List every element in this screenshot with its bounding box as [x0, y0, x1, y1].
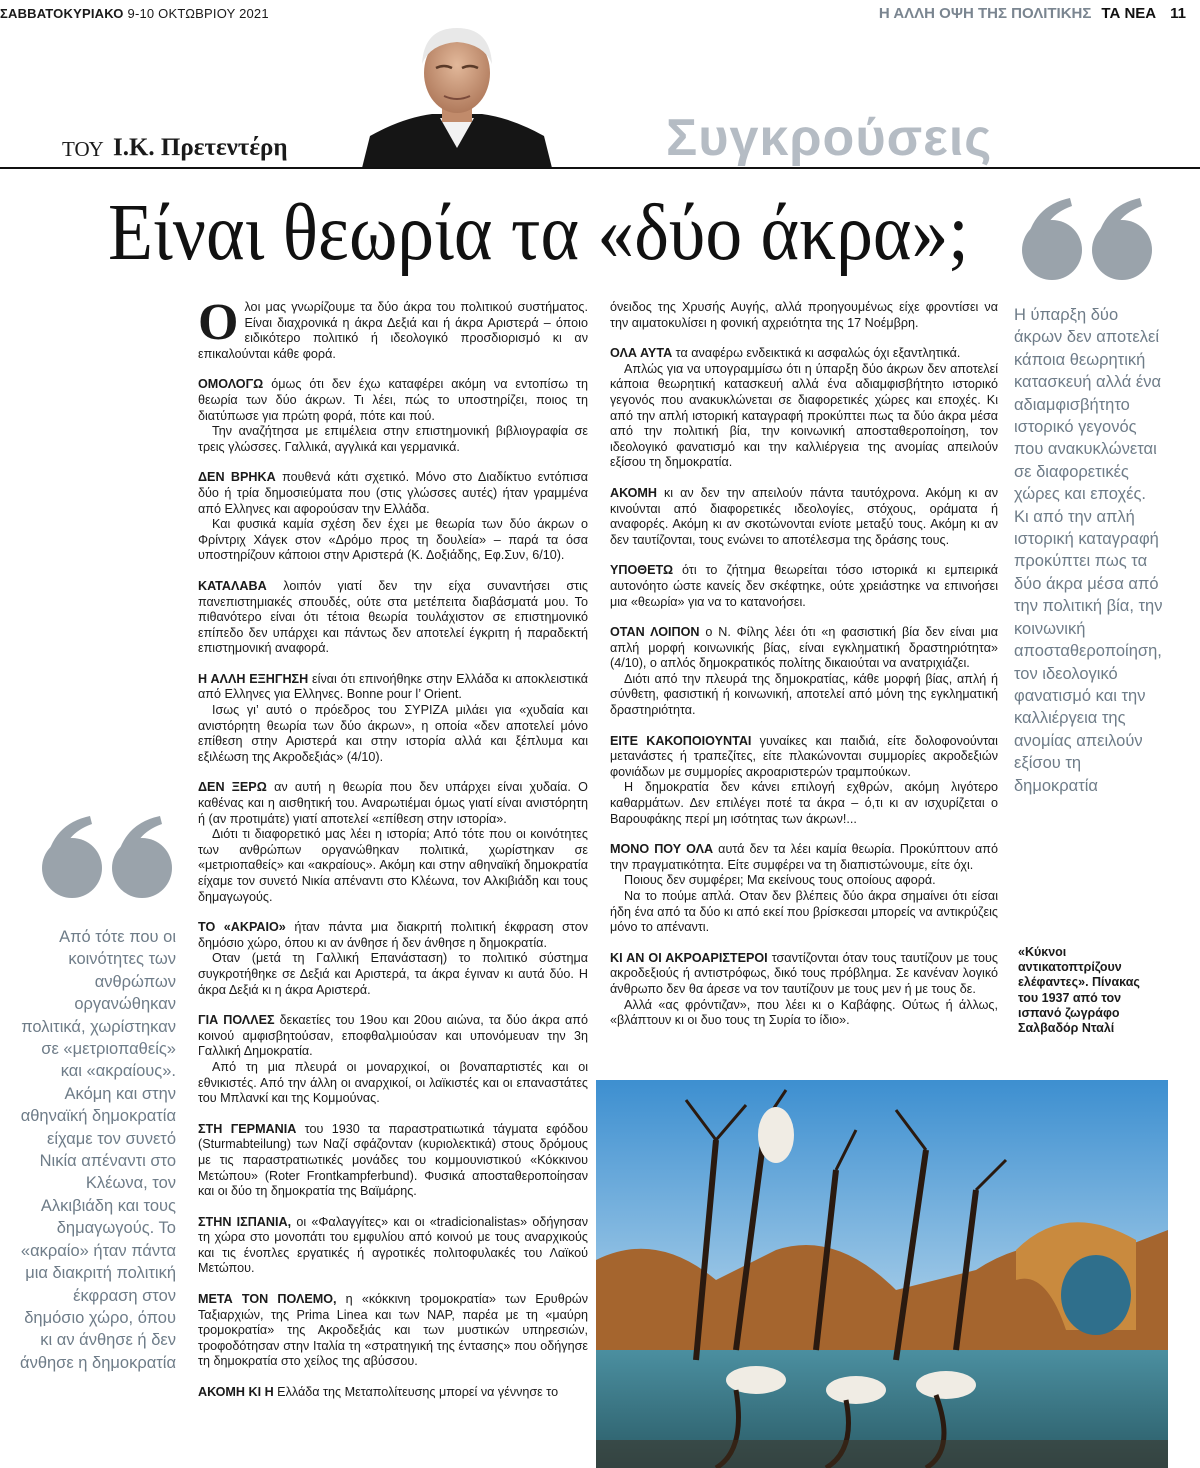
paragraph: Ισως γι’ αυτό ο πρόεδρος του ΣΥΡΙΖΑ μιλάει για «χυδαία και ανιστόρητη θεωρία των δύο άκρων», η οποία «δεν αποτελεί μόνο επίθεση στην Αριστερά και στην ιστορία αλλά και ξέπλυμα και εξιλέωση της Ακροδεξιάς» (4/10).	[198, 703, 588, 764]
newspaper-brand: ΤΑ ΝΕΑ	[1101, 5, 1157, 22]
paragraph-lead: ΑΚΟΜΗ	[610, 485, 657, 500]
paragraph-lead: ΓΙΑ ΠΟΛΛΕΣ	[198, 1013, 275, 1028]
double-quote-icon	[1018, 198, 1158, 288]
drop-cap: Ο	[198, 294, 239, 351]
paragraph: Να το πούμε απλά. Οταν δεν βλέπεις δύο άκρα σημαίνει ότι είσαι ήδη ένα από τα δύο κι από εκεί που βρίσκεσαι μπορείς να αντικρύζεις μόνο το απέναντι.	[610, 889, 998, 935]
paragraph: λοιπόν γιατί δεν την είχα συναντήσει στις πανεπιστημιακές σπουδές, ούτε στα μετέπειτα διαβάσματά μου. Το πιθανότερο είναι ότι τέτοια θεωρία τουλάχιστον σε επιστημονικό επίπεδο δεν υπάρχει και πάντως δεν αποτελεί έγκριτη ή παραδεκτή επιστημονική αναφορά.	[198, 578, 588, 656]
pullquote-left: Από τότε που οι κοινότητες των ανθρώπων οργανώθηκαν πολιτικά, χωρίστηκαν σε «μετριοπαθείς» και «ακραίους». Ακόμη και στην αθηναϊκή δημοκρατία είχαμε τον συνετό Νικία απέναντι στο Κλέωνα, τον Αλκιβιάδη και τους δημαγωγούς. Το «ακραίο» ήταν πάντα μια διακριτή πολιτική έκφραση στον δημόσιο χώρο, όπου κι αν άνθησε ή δεν άνθησε η δημοκρατία	[20, 928, 176, 1372]
paragraph: ότι το ζήτημα θεωρείται τόσο ιστορικά κι εμπειρικά αυτονόητο ώστε κανείς δεν σκέφτηκε, ούτε χρειάστηκε να επινοήσει μια «θεωρία» για να το κατανοήσει.	[610, 563, 998, 609]
header-date: 9-10 ΟΚΤΩΒΡΙΟΥ 2021	[127, 6, 269, 21]
paragraph-lead: ΔΕΝ ΞΕΡΩ	[198, 780, 267, 795]
paragraph: ο Ν. Φίλης λέει ότι «η φασιστική βία δεν είναι μια απλή μορφή κοινωνικής βίας, είναι εγκληματική δραστηριότητα» (4/10), ο απλός δημοκρατικός πολίτης δικαιούται να ανατριχιάζει.	[610, 625, 998, 671]
author-portrait	[362, 18, 552, 168]
paragraph: ήταν πάντα μια διακριτή πολιτική έκφραση στον δημόσιο χώρο, όπου κι αν άνθησε ή δεν άνθησε η δημοκρατία.	[198, 920, 589, 950]
paragraph: αυτά δεν τα λέει καμία θεωρία. Προκύπτουν από την πραγματικότητα. Είτε συμφέρει να τη διαπιστώνουμε, είτε όχι.	[610, 842, 998, 872]
section-title: Συγκρούσεις	[666, 109, 993, 167]
paragraph: είναι ότι επινοήθηκε στην Ελλάδα κι αποκλειστικά από Ελληνες για Ελληνες. Bonne pour l’ Orient.	[198, 671, 589, 702]
paragraph: Διότι από την πλευρά της δημοκρατίας, κάθε μορφή βίας, απλή ή σύνθετη, φασιστική ή κοινωνική, αποτελεί από μόνη της εγκληματική δραστηριότητα.	[610, 671, 998, 718]
header-day: ΣΑΒΒΑΤΟΚΥΡΙΑΚΟ	[0, 6, 124, 21]
paragraph: Διότι τι διαφορετικό μας λέει η ιστορία; Από τότε που οι κοινότητες των ανθρώπων οργανώθηκαν πολιτικά, χωρίστηκαν σε «μετριοπαθείς» και «ακραίους». Ακόμη και στην αθηναϊκή δημοκρατία είχαμε τον συνετό Νικία απέναντι στο Κλέωνα, τον Αλκιβιάδη και τους δημαγωγούς.	[198, 827, 588, 904]
paragraph-lead: ΣΤΗΝ ΙΣΠΑΝΙΑ,	[198, 1214, 292, 1229]
headline: Είναι θεωρία τα «δύο άκρα»;	[108, 189, 969, 277]
paragraph: τσαντίζονται όταν τους ταυτίζουν με τους ακροδεξιούς ή αντιστρόφως, δικό τους πρόβλημα. Σε κανέναν λογικό άνθρωπο δεν θα άρεσε να τον ταυτίζουν με τους μεν ή με τους δε.	[610, 950, 998, 996]
image-caption: «Κύκνοι αντικατοπτρίζουν ελέφαντες». Πίνακας του 1937 από τον ισπανό ζωγράφο Σαλβαδόρ Νταλί	[1018, 945, 1140, 1036]
paragraph: Ποιους δεν συμφέρει; Μα εκείνους τους οποίους αφορά.	[624, 873, 936, 888]
paragraph-lead: ΟΤΑΝ ΛΟΙΠΟΝ	[610, 625, 700, 640]
pullquote-right: Η ύπαρξη δύο άκρων δεν αποτελεί κάποια θεωρητική κατασκευή αλλά ένα αδιαμφισβήτητο ιστορικό γεγονός που ανακυκλώνεται σε διαφορετικές χώρες και εποχές. Κι από την απλή ιστορική καταγραφή προκύπτει πως τα δύο άκρα μέσα από την πολιτική βία, την κοινωνική αποσταθεροποίηση, τον ιδεολογικό φανατισμό και την καλλιέργεια της ανομίας απειλούν εξίσου τη δημοκρατία	[1014, 306, 1163, 795]
paragraph-lead: ΟΛΑ ΑΥΤΑ	[610, 346, 673, 361]
paragraph: του 1930 τα παραστρατιωτικά τάγματα εφόδου (Sturmabteilung) των Ναζί σφάζονταν (κυριολεκτικά) στους δρόμους με τις παραστρατιωτικές μονάδες του κομμουνιστικού «Κόκκινου Μετώπου» (Roter Frontkampferbund). Φυσικά αποσταθεροποίησαν και οι δύο τη δημοκρατία της Βαϊμάρης.	[198, 1121, 588, 1199]
paragraph-lead: ΟΜΟΛΟΓΩ	[198, 377, 264, 392]
header-date-line	[0, 6, 269, 21]
paragraph-lead: ΔΕΝ ΒΡΗΚΑ	[198, 470, 276, 485]
paragraph: Αλλά «ας φρόντιζαν», που λέει κι ο Καβάφης. Ούτως ή άλλως, «βλάπτουν κι οι δυο τους τη Συρία το ίδιο».	[610, 997, 998, 1028]
article-column-2	[610, 300, 998, 1029]
paragraph: κι αν δεν την απειλούν πάντα ταυτόχρονα. Ακόμη κι αν κινούνται από διαφορετικές ιδεολογίες, στόχους, οράματα ή αναφορές. Ακόμη κι αν σκοτώνονται ενίοτε μεταξύ τους. Ακόμη κι αν δεν ταυτίζονται, τους ενώνει το αποτέλεσμα της δράσης τους.	[610, 485, 998, 547]
paragraph: Ελλάδα της Μεταπολίτευσης μπορεί να γέννησε το	[273, 1385, 559, 1400]
paragraph: Και φυσικά καμία σχέση δεν έχει με θεωρία των δύο άκρων ο Φρίντριχ Χάγεκ στον «Δρόμο προς τη δουλεία» – παρά τα όσα υποστηρίζουν κάποιοι στην Αριστερά (Κ. Δοξιάδης, Εφ.Συν, 6/10).	[198, 517, 588, 563]
paragraph: Την αναζήτησα με επιμέλεια στην επιστημονική βιβλιογραφία σε τρεις γλώσσες. Γαλλικά, αγγλικά και γερμανικά.	[198, 424, 588, 454]
header-rule	[0, 167, 1200, 169]
paragraph: Η δημοκρατία δεν κάνει επιλογή εχθρών, ακόμη λιγότερο καθαρμάτων. Δεν επιλέγει ποτέ τα άκρα – ό,τι κι αν ισχυρίζεται ο Βαρουφάκης περί μη ισότητας των άκρων!...	[610, 780, 998, 826]
paragraph: Οταν (μετά τη Γαλλική Επανάσταση) το πολιτικό σύστημα συγκροτήθηκε σε Δεξιά και Αριστερά, τα άκρα έγιναν κι αυτά δύο. Η άκρα Δεξιά κι η άκρα Αριστερά.	[198, 951, 588, 997]
paragraph-lead: ΚΙ ΑΝ ΟΙ ΑΚΡΟΑΡΙΣΤΕΡΟΙ	[610, 950, 768, 965]
painting-image	[596, 1080, 1168, 1468]
paragraph-lead: ΕΙΤΕ ΚΑΚΟΠΟΙΟΥΝΤΑΙ	[610, 733, 752, 748]
paragraph: πουθενά κάτι σχετικό. Μόνο στο Διαδίκτυο εντόπισα δύο ή τρία δημοσιεύματα που (στις γλώσσες αυτές) ήταν γραμμένα από Ελληνες και αφορούσαν την Ελλάδα.	[198, 470, 589, 516]
paragraph: λοι μας γνωρίζουμε τα δύο άκρα του πολιτικού συστήματος. Είναι διαχρονικά η άκρα Δεξιά και ή άκρα Αριστερά – όποιο ειδικότερο πολιτικό ή ιδεολογικό προσδιορισμό κι αν επικαλούνται κάθε φορά.	[198, 300, 588, 361]
paragraph-lead: ΚΑΤΑΛΑΒΑ	[198, 578, 267, 593]
paragraph: γυναίκες και παιδιά, είτε δολοφονούνται μετανάστες ή τραπεζίτες, είτε πλακώνονται συμμορίες ακροδεξιών φονιάδων με συμμορίες ακροαριστερών τραμπούκων.	[610, 733, 998, 779]
paragraph: Απλώς για να υπογραμμίσω ότι η ύπαρξη δύο άκρων δεν αποτελεί κάποια θεωρητική κατασκευή αλλά ένα αδιαμφισβήτητο ιστορικό γεγονός που ανακυκλώνεται σε διαφορετικές χώρες και εποχές. Κι από την απλή ιστορική καταγραφή προκύπτει πως τα δύο άκρα μέσα από την πολιτική βία, την κοινωνική αποσταθεροποίηση, τον ιδεολογικό φανατισμό και την καλλιέργεια της ανομίας απειλούν εξίσου τη δημοκρατία.	[610, 361, 998, 470]
paragraph: Από τη μια πλευρά οι μοναρχικοί, οι βοναπαρτιστές και οι εθνικιστές. Από την άλλη οι αναρχικοί, οι λαϊκιστές και οι επαναστάτες του Μπλανκί και της Κομμούνας.	[198, 1059, 588, 1106]
paragraph: τα αναφέρω ενδεικτικά κι ασφαλώς όχι εξαντλητικά.	[672, 346, 961, 361]
paragraph: αν αυτή η θεωρία που δεν υπάρχει είναι χυδαία. Ο καθένας και η αισθητική του. Αναρωτιέμαι όμως γιατί είναι ανιστόρητη ή (αν προτιμάτε) γιατί αποτελεί «επίθεση στην ιστορία».	[198, 780, 588, 826]
header-right	[879, 5, 1186, 22]
paragraph: οι «Φαλαγγίτες» και οι «tradicionalistas» οδήγησαν τη χώρα στο μονοπάτι του εμφυλίου από κοινού με τους αναρχικούς και τις ένοπλες εργατικές ή αγροτικές πολιτοφυλακές του Λαϊκού Μετώπου.	[198, 1214, 588, 1276]
paragraph-lead: ΥΠΟΘΕΤΩ	[610, 563, 674, 578]
paragraph-lead: ΑΚΟΜΗ ΚΙ Η	[198, 1385, 274, 1400]
byline-author: Ι.Κ. Πρετεντέρη	[113, 134, 288, 161]
paragraph-lead: Η ΑΛΛΗ ΕΞΗΓΗΣΗ	[198, 671, 309, 686]
article-column-1	[198, 294, 589, 1401]
paragraph-lead: ΜΕΤΑ ΤΟΝ ΠΟΛΕΜΟ,	[198, 1292, 337, 1307]
byline-prefix: ΤΟΥ	[62, 137, 104, 161]
paragraph: δεκαετίες του 19ου και 20ου αιώνα, τα δύο άκρα από κοινού αμφισβητούσαν, εποφθαλμιούσαν και υπονόμευαν την 3η Γαλλική Δημοκρατία.	[198, 1013, 588, 1059]
paragraph-lead: ΣΤΗ ΓΕΡΜΑΝΙΑ	[198, 1121, 297, 1136]
header-column-name: Η ΑΛΛΗ ΟΨΗ ΤΗΣ ΠΟΛΙΤΙΚΗΣ	[878, 5, 1092, 22]
paragraph: όνειδος της Χρυσής Αυγής, αλλά προηγουμένως είχε φροντίσει να την αιματοκυλίσει η φονική αχρειότητα της 17 Νοέμβρη.	[610, 300, 998, 330]
double-quote-icon	[38, 816, 178, 906]
paragraph: όμως ότι δεν έχω καταφέρει ακόμη να εντοπίσω τη θεωρία των δύο άκρων. Τι λέει, πώς το υποστηρίζει, ποιος τη διατύπωσε για πρώτη φορά, πότε και πού.	[198, 377, 588, 423]
paragraph-lead: ΜΟΝΟ ΠΟΥ ΟΛΑ	[610, 842, 714, 857]
paragraph-lead: ΤΟ «ΑΚΡΑΙΟ»	[198, 920, 286, 935]
paragraph: η «κόκκινη τρομοκρατία» των Ερυθρών Ταξιαρχιών, της Prima Linea και των ΝΑΡ, παρέα με τη «μαύρη τρομοκρατία» της Ακροδεξιάς και των μυστικών υπηρεσιών, τροφοδότησαν στην Ιταλία τη «στρατηγική της έντασης» που οδήγησε τη δημοκρατία στο χείλος της αβύσσου.	[198, 1292, 588, 1369]
page-number: 11	[1170, 5, 1186, 22]
